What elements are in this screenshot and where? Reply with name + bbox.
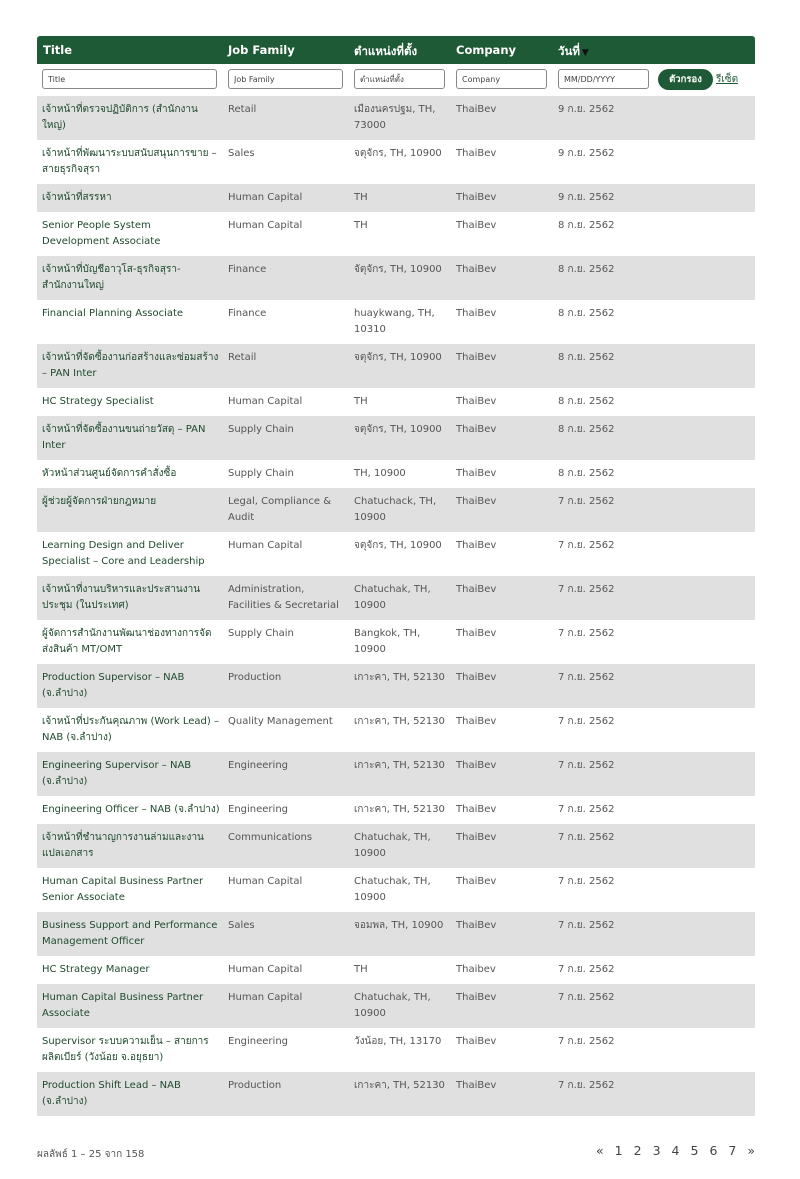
job-family-cell: Quality Management xyxy=(228,716,333,727)
location-cell: Chatuchak, TH, 10900 xyxy=(354,584,431,611)
company-cell: Thaibev xyxy=(456,964,496,975)
date-cell: 7 ก.ย. 2562 xyxy=(558,832,615,843)
table-row[interactable] xyxy=(37,140,755,184)
date-cell: 7 ก.ย. 2562 xyxy=(558,964,615,975)
company-cell: ThaiBev xyxy=(456,804,497,815)
table-body xyxy=(37,96,755,1116)
job-title-link[interactable]: HC Strategy Manager xyxy=(42,964,150,975)
company-cell: ThaiBev xyxy=(456,220,497,231)
date-cell: 8 ก.ย. 2562 xyxy=(558,264,615,275)
table-row[interactable] xyxy=(37,1072,755,1116)
company-cell: ThaiBev xyxy=(456,992,497,1003)
date-cell: 7 ก.ย. 2562 xyxy=(558,672,615,683)
job-family-cell: Finance xyxy=(228,264,267,275)
pagination xyxy=(585,1143,755,1158)
table-row[interactable] xyxy=(37,488,755,532)
job-title-link[interactable]: เจ้าหน้าที่ประกันคุณภาพ (Work Lead) – NAB (จ.ลำปาง) xyxy=(42,716,219,743)
company-cell: ThaiBev xyxy=(456,920,497,931)
location-cell: เมืองนครปฐม, TH, 73000 xyxy=(354,104,436,131)
table-row[interactable] xyxy=(37,824,755,868)
company-cell: ThaiBev xyxy=(456,264,497,275)
header-company[interactable]: Company xyxy=(456,43,516,57)
company-cell: ThaiBev xyxy=(456,352,497,363)
date-cell: 7 ก.ย. 2562 xyxy=(558,1080,615,1091)
job-title-link[interactable]: HC Strategy Specialist xyxy=(42,396,154,407)
table-row[interactable] xyxy=(37,664,755,708)
filter-button[interactable]: ตัวกรอง xyxy=(658,69,713,90)
job-family-cell: Sales xyxy=(228,148,255,159)
company-cell: ThaiBev xyxy=(456,832,497,843)
job-family-cell: Finance xyxy=(228,308,267,319)
page-link[interactable]: 1 xyxy=(614,1143,623,1158)
table-row[interactable] xyxy=(37,96,755,140)
company-cell: ThaiBev xyxy=(456,308,497,319)
company-cell: ThaiBev xyxy=(456,424,497,435)
job-title-link[interactable]: Financial Planning Associate xyxy=(42,308,184,319)
page-link[interactable]: 3 xyxy=(652,1143,661,1158)
date-cell: 9 ก.ย. 2562 xyxy=(558,104,615,115)
job-family-filter-input[interactable] xyxy=(228,69,343,89)
prev-page-icon[interactable]: « xyxy=(596,1143,604,1158)
job-title-link[interactable]: หัวหน้าส่วนศูนย์จัดการคำสั่งซื้อ xyxy=(42,468,177,479)
results-count: ผลลัพธ์ 1 – 25 จาก 158 xyxy=(37,1149,145,1160)
table-row[interactable] xyxy=(37,956,755,984)
location-cell: เกาะคา, TH, 52130 xyxy=(354,804,445,815)
table-footer xyxy=(37,1145,755,1165)
table-row[interactable] xyxy=(37,416,755,460)
date-cell: 7 ก.ย. 2562 xyxy=(558,876,615,887)
job-results-table xyxy=(37,36,755,1116)
job-family-cell: Supply Chain xyxy=(228,468,294,479)
page-link[interactable]: 7 xyxy=(728,1143,737,1158)
date-cell: 8 ก.ย. 2562 xyxy=(558,424,615,435)
job-family-cell: Human Capital xyxy=(228,220,303,231)
date-cell: 7 ก.ย. 2562 xyxy=(558,920,615,931)
next-page-icon[interactable]: » xyxy=(747,1143,755,1158)
date-filter-input[interactable] xyxy=(558,69,649,89)
location-cell: TH xyxy=(354,192,368,203)
location-cell: จอมพล, TH, 10900 xyxy=(354,920,444,931)
location-cell: จัตุจักร, TH, 10900 xyxy=(354,264,442,275)
job-family-cell: Administration, Facilities & Secretarial xyxy=(228,584,339,611)
table-header xyxy=(37,36,755,64)
job-family-cell: Supply Chain xyxy=(228,424,294,435)
job-family-cell: Human Capital xyxy=(228,540,303,551)
table-row[interactable] xyxy=(37,752,755,796)
location-cell: วังน้อย, TH, 13170 xyxy=(354,1036,442,1047)
date-cell: 7 ก.ย. 2562 xyxy=(558,992,615,1003)
job-title-link[interactable]: เจ้าหน้าที่จัดซื้องานขนถ่ายวัสดุ – PAN Inter xyxy=(42,424,206,451)
company-cell: ThaiBev xyxy=(456,396,497,407)
job-title-link[interactable]: Supervisor ระบบความเย็น – สายการผลิตเบียร์ (วังน้อย จ.อยุธยา) xyxy=(42,1036,209,1063)
header-location[interactable]: ตำแหน่งที่ตั้ง xyxy=(354,44,418,58)
location-cell: TH, 10900 xyxy=(354,468,406,479)
job-family-cell: Human Capital xyxy=(228,876,303,887)
date-cell: 8 ก.ย. 2562 xyxy=(558,308,615,319)
table-row[interactable] xyxy=(37,1028,755,1072)
job-family-cell: Sales xyxy=(228,920,255,931)
job-title-link[interactable]: Human Capital Business Partner Senior Associate xyxy=(42,876,204,903)
date-cell: 7 ก.ย. 2562 xyxy=(558,584,615,595)
job-family-cell: Engineering xyxy=(228,804,288,815)
table-row[interactable] xyxy=(37,912,755,956)
job-family-cell: Legal, Compliance & Audit xyxy=(228,496,331,523)
job-family-cell: Retail xyxy=(228,352,257,363)
page-link[interactable]: 2 xyxy=(633,1143,642,1158)
company-cell: ThaiBev xyxy=(456,584,497,595)
table-row[interactable] xyxy=(37,868,755,912)
date-cell: 8 ก.ย. 2562 xyxy=(558,220,615,231)
job-title-link[interactable]: Production Supervisor – NAB (จ.ลำปาง) xyxy=(42,672,185,699)
job-title-link[interactable]: Engineering Supervisor – NAB (จ.ลำปาง) xyxy=(42,760,192,787)
page-link[interactable]: 5 xyxy=(690,1143,699,1158)
job-title-link[interactable]: เจ้าหน้าที่ชำนาญการงานล่ามและงานแปลเอกสาร xyxy=(42,832,204,859)
job-title-link[interactable]: Production Shift Lead – NAB (จ.ลำปาง) xyxy=(42,1080,181,1107)
table-row[interactable] xyxy=(37,300,755,344)
job-family-cell: Production xyxy=(228,672,282,683)
table-row[interactable] xyxy=(37,532,755,576)
job-title-link[interactable]: Business Support and Performance Management Officer xyxy=(42,920,218,947)
table-row[interactable] xyxy=(37,460,755,488)
table-row[interactable] xyxy=(37,796,755,824)
company-cell: ThaiBev xyxy=(456,716,497,727)
company-cell: ThaiBev xyxy=(456,540,497,551)
company-cell: ThaiBev xyxy=(456,672,497,683)
job-family-cell: Engineering xyxy=(228,1036,288,1047)
job-family-cell: Communications xyxy=(228,832,313,843)
location-cell: เกาะคา, TH, 52130 xyxy=(354,760,445,771)
location-cell: TH xyxy=(354,396,368,407)
date-cell: 9 ก.ย. 2562 xyxy=(558,148,615,159)
company-cell: ThaiBev xyxy=(456,1080,497,1091)
company-cell: ThaiBev xyxy=(456,468,497,479)
table-row[interactable] xyxy=(37,576,755,620)
location-cell: Chatuchak, TH, 10900 xyxy=(354,832,431,859)
company-filter-input[interactable] xyxy=(456,69,547,89)
company-cell: ThaiBev xyxy=(456,192,497,203)
job-title-link[interactable]: เจ้าหน้าที่จัดซื้องานก่อสร้างและซ่อมสร้าง – PAN Inter xyxy=(42,352,219,379)
job-family-cell: Engineering xyxy=(228,760,288,771)
table-row[interactable] xyxy=(37,984,755,1028)
location-cell: Chatuchack, TH, 10900 xyxy=(354,496,437,523)
job-title-link[interactable]: Engineering Officer – NAB (จ.ลำปาง) xyxy=(42,804,220,815)
sort-desc-icon: ▼ xyxy=(581,48,589,58)
date-cell: 7 ก.ย. 2562 xyxy=(558,540,615,551)
company-cell: ThaiBev xyxy=(456,1036,497,1047)
job-family-cell: Human Capital xyxy=(228,992,303,1003)
location-cell: จตุจักร, TH, 10900 xyxy=(354,148,442,159)
table-row[interactable] xyxy=(37,344,755,388)
job-title-link[interactable]: Human Capital Business Partner Associate xyxy=(42,992,204,1019)
location-cell: TH xyxy=(354,220,368,231)
date-cell: 7 ก.ย. 2562 xyxy=(558,804,615,815)
location-cell: เกาะคา, TH, 52130 xyxy=(354,672,445,683)
date-cell: 8 ก.ย. 2562 xyxy=(558,352,615,363)
date-cell: 7 ก.ย. 2562 xyxy=(558,1036,615,1047)
job-title-link[interactable]: ผู้จัดการสำนักงานพัฒนาช่องทางการจัดส่งสินค้า MT/OMT xyxy=(42,628,212,655)
reset-link[interactable]: รีเซ็ต xyxy=(716,74,739,85)
header-title[interactable]: Title xyxy=(43,43,73,57)
location-cell: TH xyxy=(354,964,368,975)
job-title-link[interactable]: เจ้าหน้าที่บัญชีอาวุโส-ธุรกิจสุรา-สำนักงานใหญ่ xyxy=(42,264,181,291)
location-cell: จตุจักร, TH, 10900 xyxy=(354,540,442,551)
date-cell: 7 ก.ย. 2562 xyxy=(558,760,615,771)
company-cell: ThaiBev xyxy=(456,496,497,507)
date-cell: 7 ก.ย. 2562 xyxy=(558,716,615,727)
job-title-link[interactable]: Senior People System Development Associate xyxy=(42,220,161,247)
page-link[interactable]: 4 xyxy=(671,1143,680,1158)
location-filter-input[interactable] xyxy=(354,69,445,89)
company-cell: ThaiBev xyxy=(456,760,497,771)
page-link[interactable]: 6 xyxy=(709,1143,718,1158)
job-family-cell: Human Capital xyxy=(228,964,303,975)
job-title-link[interactable]: เจ้าหน้าที่สรรหา xyxy=(42,192,112,203)
location-cell: Bangkok, TH, 10900 xyxy=(354,628,421,655)
table-row[interactable] xyxy=(37,184,755,212)
header-date[interactable] xyxy=(558,43,589,61)
header-job-family[interactable]: Job Family xyxy=(228,43,295,57)
company-cell: ThaiBev xyxy=(456,148,497,159)
location-cell: Chatuchak, TH, 10900 xyxy=(354,992,431,1019)
table-row[interactable] xyxy=(37,212,755,256)
header-date-label: วันที่ xyxy=(558,44,580,58)
company-cell: ThaiBev xyxy=(456,104,497,115)
table-row[interactable] xyxy=(37,620,755,664)
location-cell: เกาะคา, TH, 52130 xyxy=(354,1080,445,1091)
job-family-cell: Human Capital xyxy=(228,192,303,203)
job-title-link[interactable]: เจ้าหน้าที่พัฒนาระบบสนับสนุนการขาย – สายธุรกิจสุรา xyxy=(42,148,217,175)
date-cell: 8 ก.ย. 2562 xyxy=(558,396,615,407)
date-cell: 9 ก.ย. 2562 xyxy=(558,192,615,203)
company-cell: ThaiBev xyxy=(456,876,497,887)
job-title-link[interactable]: เจ้าหน้าที่งานบริหารและประสานงานประชุม (ในประเทศ) xyxy=(42,584,201,611)
table-row[interactable] xyxy=(37,256,755,300)
title-filter-input[interactable] xyxy=(42,69,217,89)
date-cell: 8 ก.ย. 2562 xyxy=(558,468,615,479)
job-family-cell: Retail xyxy=(228,104,257,115)
date-cell: 7 ก.ย. 2562 xyxy=(558,628,615,639)
location-cell: จตุจักร, TH, 10900 xyxy=(354,352,442,363)
location-cell: Chatuchak, TH, 10900 xyxy=(354,876,431,903)
location-cell: เกาะคา, TH, 52130 xyxy=(354,716,445,727)
location-cell: huaykwang, TH, 10310 xyxy=(354,308,435,335)
table-row[interactable] xyxy=(37,388,755,416)
job-family-cell: Production xyxy=(228,1080,282,1091)
job-title-link[interactable]: เจ้าหน้าที่ตรวจปฏิบัติการ (สำนักงานใหญ่) xyxy=(42,104,198,131)
job-title-link[interactable]: Learning Design and Deliver Specialist – Core and Leadership xyxy=(42,540,205,567)
job-family-cell: Human Capital xyxy=(228,396,303,407)
location-cell: จตุจักร, TH, 10900 xyxy=(354,424,442,435)
filter-row xyxy=(37,64,755,96)
company-cell: ThaiBev xyxy=(456,628,497,639)
job-title-link[interactable]: ผู้ช่วยผู้จัดการฝ่ายกฎหมาย xyxy=(42,496,157,507)
date-cell: 7 ก.ย. 2562 xyxy=(558,496,615,507)
table-row[interactable] xyxy=(37,708,755,752)
job-family-cell: Supply Chain xyxy=(228,628,294,639)
